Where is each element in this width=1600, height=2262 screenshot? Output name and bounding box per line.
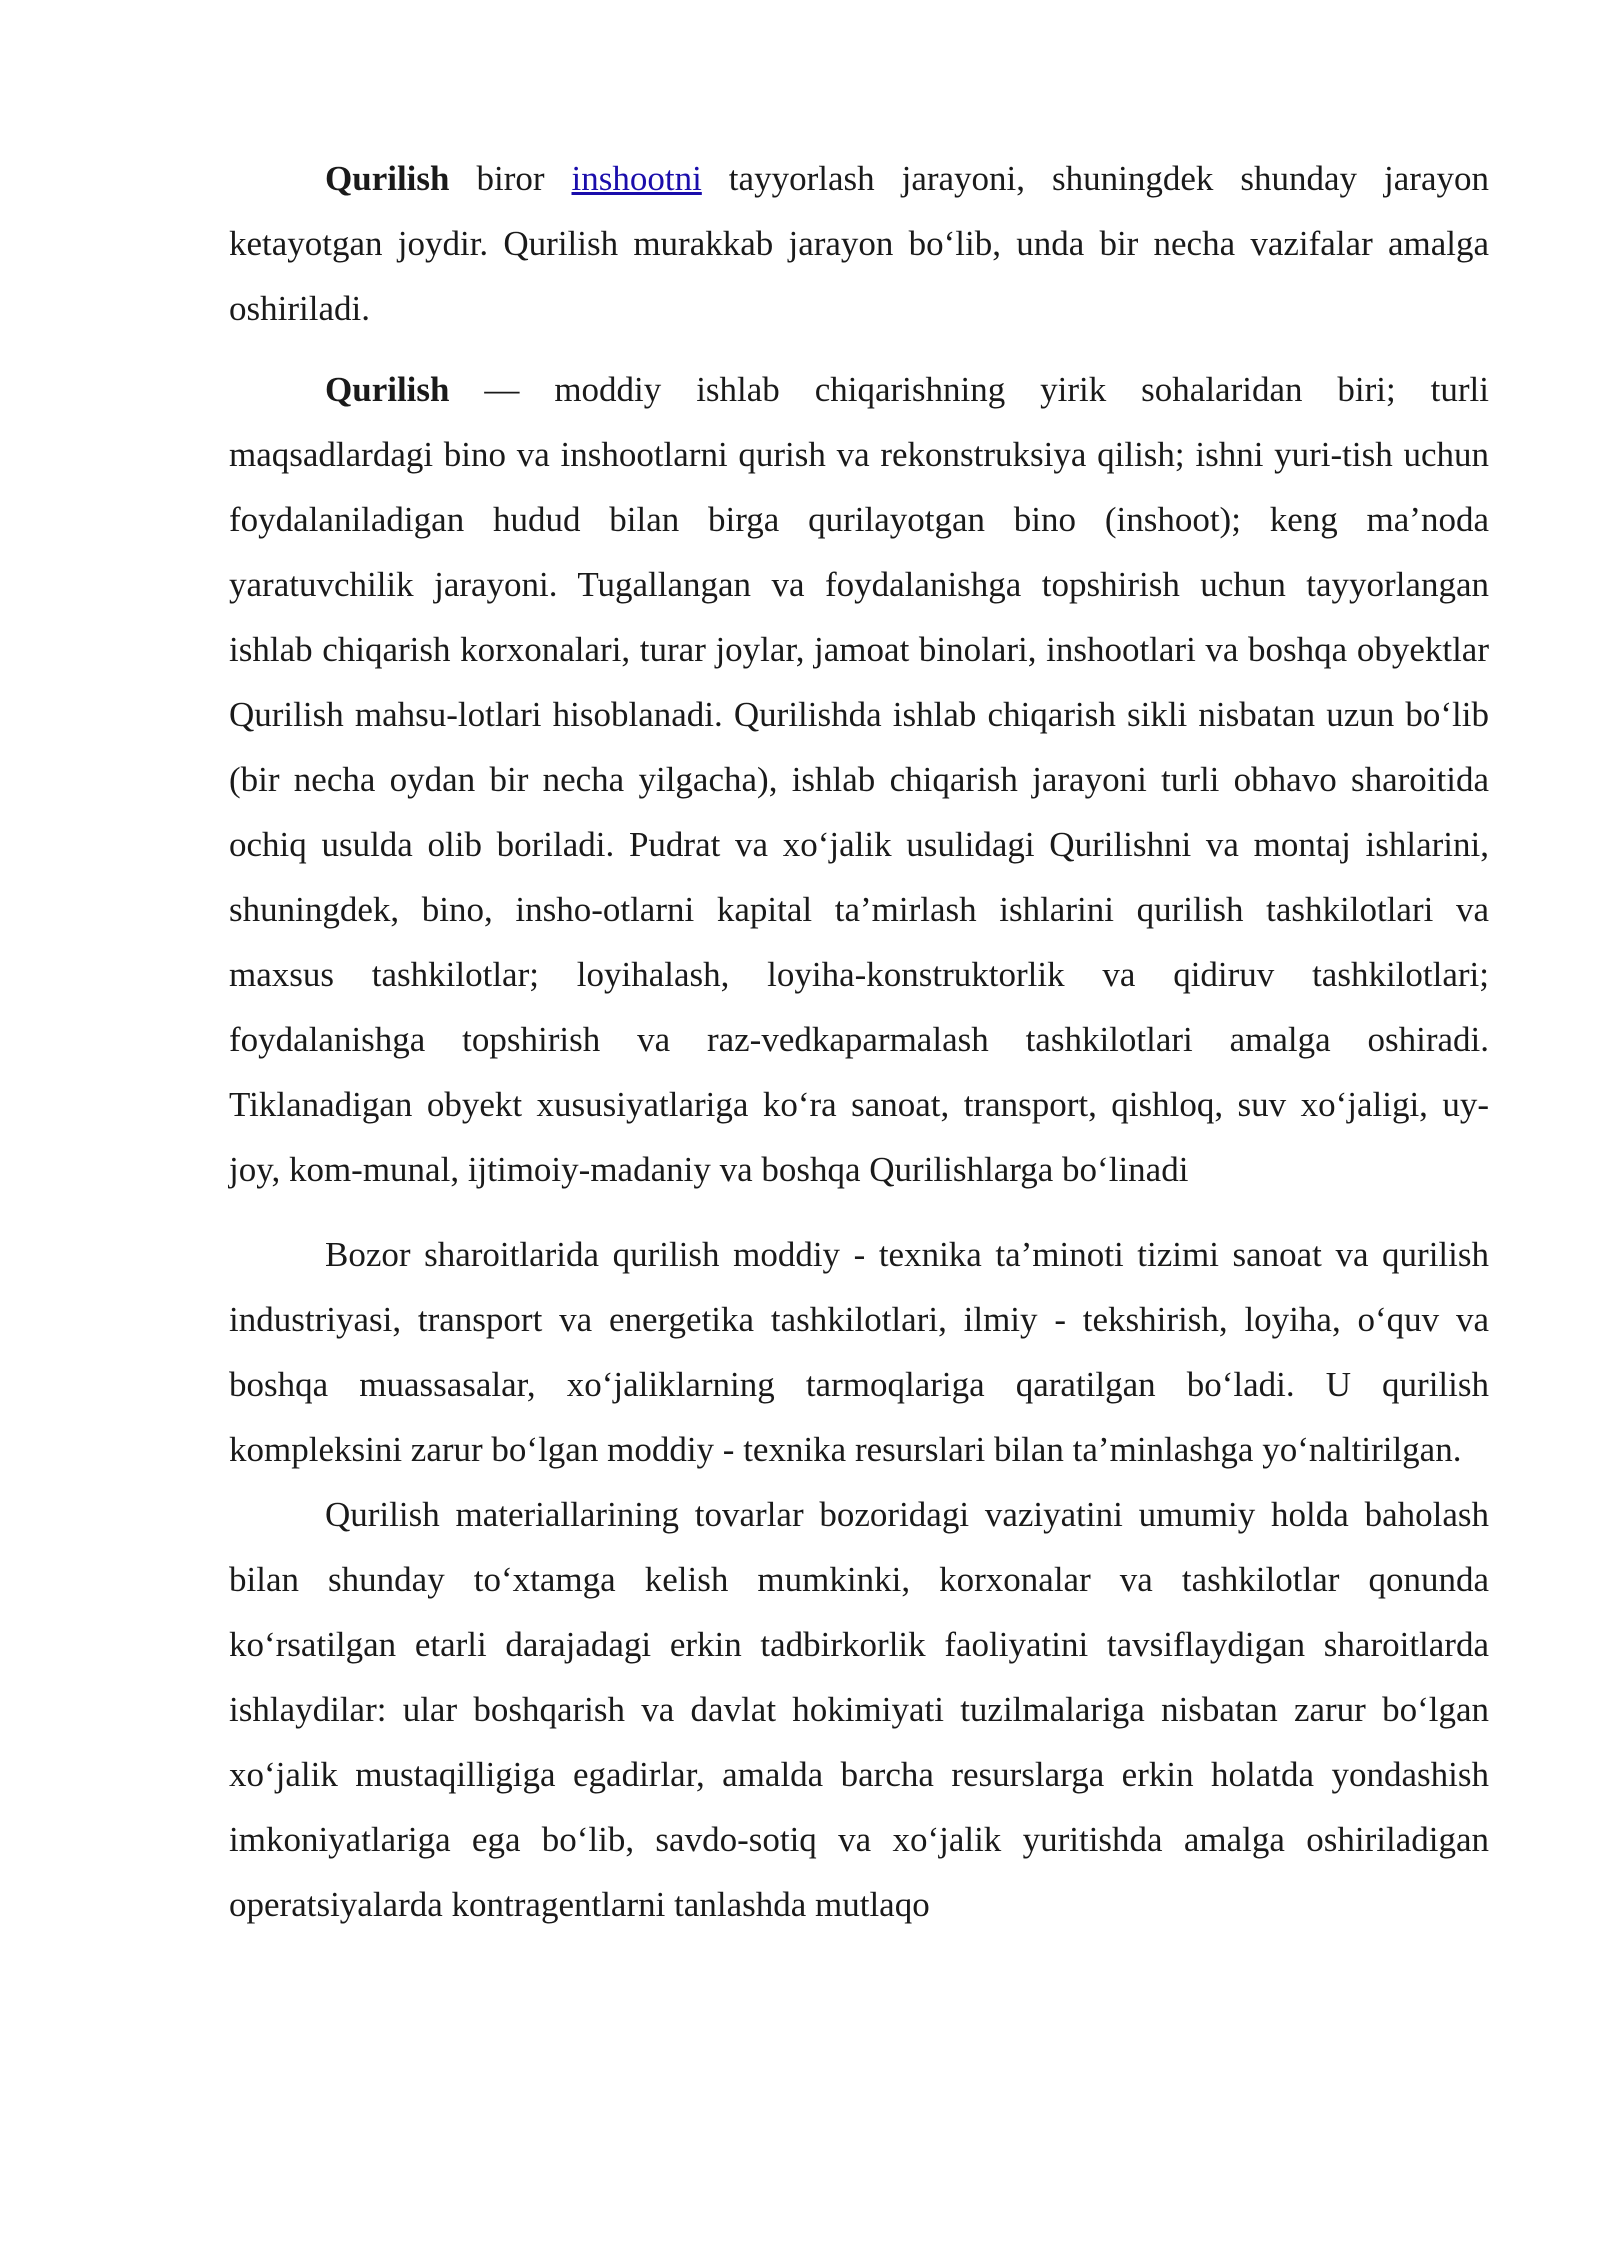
term-qurilish: Qurilish (325, 159, 450, 198)
paragraph-3 (229, 1222, 1489, 1482)
paragraph-text: Bozor sharoitlarida qurilish moddiy - texnika ta’minoti tizimi sanoat va qurilish industriyasi, transport va energetika tashkilotlari, ilmiy - tekshirish, loyiha, o‘quv va boshqa muassasalar, xo‘jaliklarning tarmoqlariga qaratilgan bo‘ladi. U qurilish kompleksini zarur bo‘lgan moddiy - texnika resurslari bilan ta’minlashga yo‘naltirilgan. (229, 1235, 1489, 1469)
paragraph-text: — moddiy ishlab chiqarishning yirik sohalaridan biri; turli maqsadlardagi bino va inshootlarni qurish va rekonstruksiya qilish; ishni yuri-tish uchun foydalaniladigan hudud bilan birga qurilayotgan bino (inshoot); keng ma’noda yaratuvchilik jarayoni. Tugallangan va foydalanishga topshirish uchun tayyorlangan ishlab chiqarish korxonalari, turar joylar, jamoat binolari, inshootlari va boshqa obyektlar Qurilish mahsu-lotlari hisoblanadi. Qurilishda ishlab chiqarish sikli nisbatan uzun bo‘lib (bir necha oydan bir necha yilgacha), ishlab chiqarish jarayoni turli obhavo sharoitida ochiq usulda olib boriladi. Pudrat va xo‘jalik usulidagi Qurilishni va montaj ishlarini, shuningdek, bino, insho-otlarni kapital ta’mirlash ishlarini qurilish tashkilotlari va maxsus tashkilotlar; loyihalash, loyiha-konstruktorlik va qidiruv tashkilotlari; foydalanishga topshirish va raz-vedkaparmalash tashkilotlari amalga oshiradi. Tiklanadigan obyekt xususiyatlariga ko‘ra sanoat, transport, qishloq, suv xo‘jaligi, uy-joy, kom-munal, ijtimoiy-madaniy va boshqa Qurilishlarga bo‘linadi (229, 370, 1489, 1189)
paragraph-4 (229, 1482, 1489, 1937)
paragraph-text: Qurilish materiallarining tovarlar bozoridagi vaziyatini umumiy holda baholash bilan shunday to‘xtamga kelish mumkinki, korxonalar va tashkilotlar qonunda ko‘rsatilgan etarli darajadagi erkin tadbirkorlik faoliyatini tavsiflaydigan sharoitlarda ishlaydilar: ular boshqarish va davlat hokimiyati tuzilmalariga nisbatan zarur bo‘lgan xo‘jalik mustaqilligiga egadirlar, amalda barcha resurslarga erkin holatda yondashish imkoniyatlariga ega bo‘lib, savdo-sotiq va xo‘jalik yuritishda amalga oshiriladigan operatsiyalarda kontragentlarni tanlashda mutlaqo (229, 1495, 1489, 1924)
paragraph-text: tayyorlash jarayoni, shuningdek shunday jarayon ketayotgan joydir. Qurilish murakkab jarayon bo‘lib, unda bir necha vazifalar amalga oshiriladi. (229, 159, 1489, 328)
paragraph-text: biror (449, 159, 572, 198)
term-qurilish: Qurilish (325, 370, 450, 409)
document-body (229, 146, 1489, 1937)
inshootni-link[interactable]: inshootni (571, 159, 702, 198)
paragraph-1 (229, 146, 1489, 341)
paragraph-2 (229, 357, 1489, 1202)
